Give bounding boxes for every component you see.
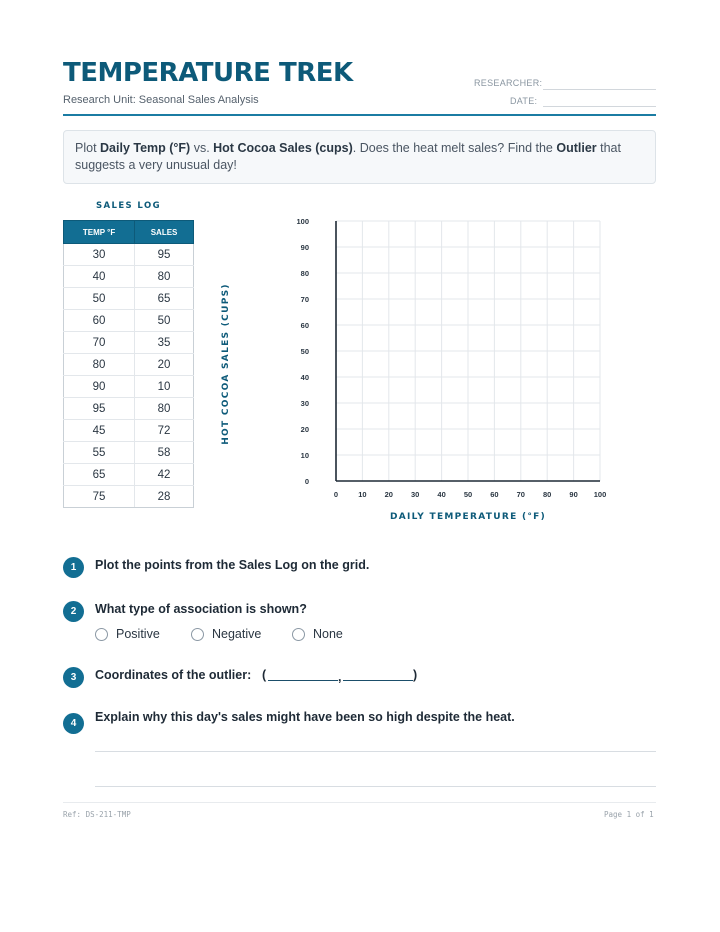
x-tick-label: 30 xyxy=(411,490,420,499)
question-3-number: 3 xyxy=(63,667,84,688)
y-tick-label: 70 xyxy=(300,295,309,304)
sales-cell: 65 xyxy=(135,288,194,310)
question-1-number: 1 xyxy=(63,557,84,578)
x-tick-label: 40 xyxy=(437,490,446,499)
intro-text: . Does the heat melt sales? Find the xyxy=(352,141,557,155)
table-row xyxy=(64,266,194,288)
y-tick-label: 80 xyxy=(300,269,309,278)
sales-cell: 50 xyxy=(135,310,194,332)
sales-cell: 35 xyxy=(135,332,194,354)
option-none-label: None xyxy=(313,627,343,641)
answer-line-2[interactable] xyxy=(95,786,656,787)
temp-cell: 40 xyxy=(64,266,135,288)
x-tick-label: 50 xyxy=(463,490,473,499)
y-tick-label: 40 xyxy=(300,373,309,382)
y-tick-label: 90 xyxy=(300,243,309,252)
table-row xyxy=(64,486,194,508)
option-positive-label: Positive xyxy=(116,627,160,641)
sales-cell: 20 xyxy=(135,354,194,376)
x-tick-label: 0 xyxy=(333,490,339,499)
x-tick-label: 80 xyxy=(543,490,552,499)
question-1-text: Plot the points from the Sales Log on the grid. xyxy=(95,558,370,572)
x-tick-label: 20 xyxy=(384,490,393,499)
intro-text: that suggests a very unusual day! xyxy=(75,141,621,172)
x-axis-label: DAILY TEMPERATURE (°F) xyxy=(389,512,547,522)
column-header-sales: SALES xyxy=(135,221,194,244)
table-row xyxy=(64,244,194,266)
intro-emphasis: Outlier xyxy=(556,141,597,155)
sales-cell: 95 xyxy=(135,244,194,266)
x-tick-label: 10 xyxy=(358,490,367,499)
sales-log-title: SALES LOG xyxy=(96,201,161,211)
scatter-plot-grid[interactable] xyxy=(280,215,610,505)
outlier-y-blank[interactable] xyxy=(343,680,413,681)
table-row xyxy=(64,310,194,332)
table-row xyxy=(64,332,194,354)
y-axis-label: HOT COCOA SALES (CUPS) xyxy=(221,283,231,445)
sales-log-table xyxy=(63,220,194,508)
researcher-field[interactable] xyxy=(543,89,656,90)
worksheet-subtitle: Research Unit: Seasonal Sales Analysis xyxy=(63,94,259,106)
x-tick-label: 70 xyxy=(516,490,525,499)
sales-cell: 28 xyxy=(135,486,194,508)
sales-cell: 42 xyxy=(135,464,194,486)
footer-rule xyxy=(63,802,656,803)
coords-open-paren: ( xyxy=(262,668,267,682)
y-tick-label: 20 xyxy=(300,425,309,434)
date-field[interactable] xyxy=(543,106,656,107)
temp-cell: 80 xyxy=(64,354,135,376)
x-tick-label: 60 xyxy=(490,490,499,499)
temp-cell: 50 xyxy=(64,288,135,310)
sales-cell: 80 xyxy=(135,398,194,420)
y-tick-label: 50 xyxy=(300,347,309,356)
question-2-text: What type of association is shown? xyxy=(95,602,307,616)
y-tick-label: 30 xyxy=(300,399,309,408)
y-tick-label: 100 xyxy=(296,217,309,226)
table-row xyxy=(64,398,194,420)
instructions-box xyxy=(63,130,656,184)
sales-cell: 72 xyxy=(135,420,194,442)
radio-negative[interactable] xyxy=(191,628,204,641)
y-tick-label: 60 xyxy=(300,321,309,330)
option-negative-label: Negative xyxy=(212,627,262,641)
x-tick-label: 100 xyxy=(593,490,607,499)
answer-line-1[interactable] xyxy=(95,751,656,752)
temp-cell: 75 xyxy=(64,486,135,508)
intro-text: Plot xyxy=(75,141,101,155)
worksheet-title: TEMPERATURE TREK xyxy=(63,58,353,88)
intro-emphasis: Daily Temp (°F) xyxy=(100,141,191,155)
footer-page: Page 1 of 1 xyxy=(604,810,654,819)
outlier-x-blank[interactable] xyxy=(268,680,338,681)
temp-cell: 90 xyxy=(64,376,135,398)
radio-none[interactable] xyxy=(292,628,305,641)
temp-cell: 70 xyxy=(64,332,135,354)
header-rule xyxy=(63,114,656,116)
sales-cell: 10 xyxy=(135,376,194,398)
question-4-number: 4 xyxy=(63,713,84,734)
intro-text: vs. xyxy=(190,141,214,155)
x-tick-label: 90 xyxy=(569,490,578,499)
researcher-label: RESEARCHER: xyxy=(474,78,543,88)
coords-separator: , xyxy=(338,670,342,684)
temp-cell: 45 xyxy=(64,420,135,442)
temp-cell: 95 xyxy=(64,398,135,420)
y-tick-label: 0 xyxy=(304,477,309,486)
temp-cell: 60 xyxy=(64,310,135,332)
table-row xyxy=(64,442,194,464)
temp-cell: 65 xyxy=(64,464,135,486)
temp-cell: 55 xyxy=(64,442,135,464)
coords-close-paren: ) xyxy=(413,668,418,682)
table-row xyxy=(64,420,194,442)
column-header-temp: TEMP °F xyxy=(64,221,135,244)
question-4-text: Explain why this day's sales might have been so high despite the heat. xyxy=(95,710,515,724)
sales-cell: 80 xyxy=(135,266,194,288)
table-row xyxy=(64,354,194,376)
question-3-text: Coordinates of the outlier: xyxy=(95,668,252,682)
radio-positive[interactable] xyxy=(95,628,108,641)
sales-cell: 58 xyxy=(135,442,194,464)
date-label: DATE: xyxy=(510,96,538,106)
y-tick-label: 10 xyxy=(300,451,309,460)
table-row xyxy=(64,376,194,398)
question-2-number: 2 xyxy=(63,601,84,622)
temp-cell: 30 xyxy=(64,244,135,266)
table-row xyxy=(64,464,194,486)
table-row xyxy=(64,288,194,310)
intro-emphasis: Hot Cocoa Sales (cups) xyxy=(213,141,353,155)
footer-ref: Ref: DS-211-TMP xyxy=(63,810,131,819)
